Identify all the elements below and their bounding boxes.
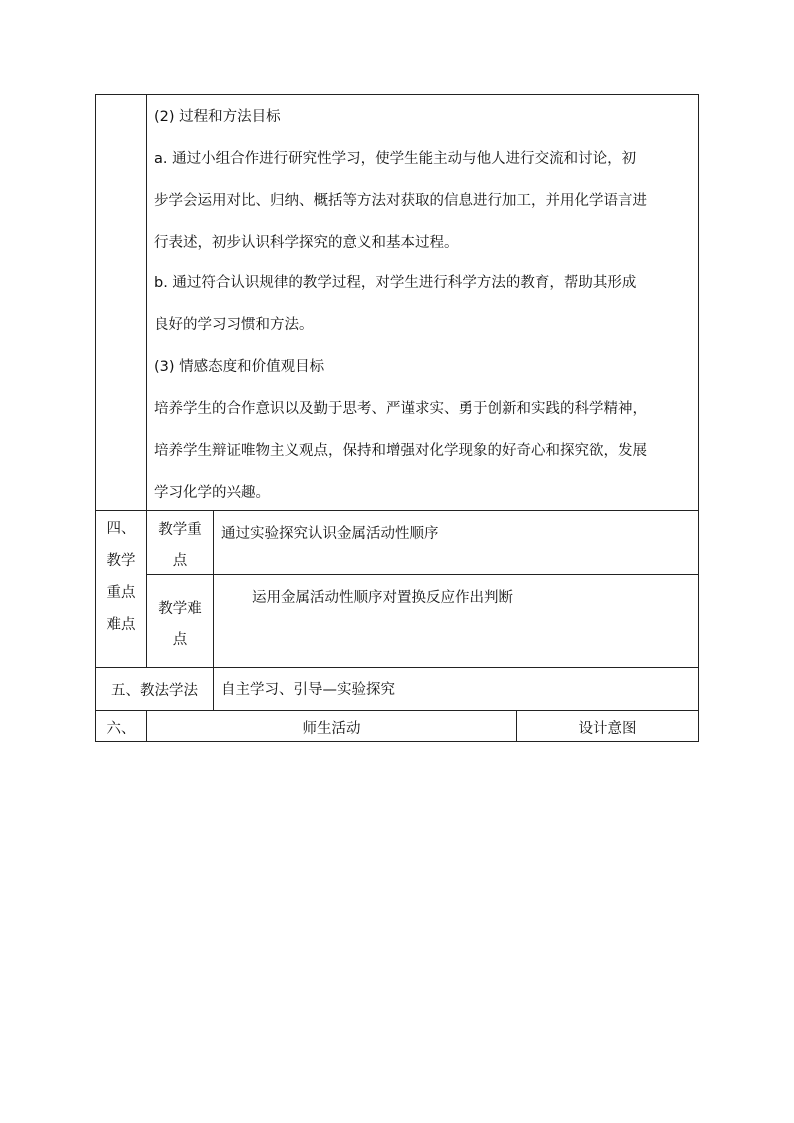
border-bottom [95, 741, 699, 742]
difficulty-text: 运用金属活动性顺序对置换反应作出判断 [252, 590, 513, 606]
section-4-label-line-2: 教学 [106, 553, 136, 569]
attitude-line-2: 培养学生辩证唯物主义观点，保持和增强对化学现象的好奇心和探究欲，发展 [154, 443, 647, 459]
section-4-label-line-4: 难点 [106, 617, 136, 633]
objective-a-line-2: 步学会运用对比、归纳、概括等方法对获取的信息进行加工，并用化学语言进 [154, 193, 647, 209]
objective-heading-3: (3) 情感态度和价值观目标 [154, 359, 325, 375]
border-col-2 [213, 510, 214, 711]
objective-a-line-3: 行表述，初步认识科学探究的意义和基本过程。 [154, 235, 459, 251]
section-5-text: 自主学习、引导—实验探究 [221, 682, 395, 698]
section-5-label: 五、教法学法 [111, 683, 198, 699]
attitude-line-1: 培养学生的合作意识以及勤于思考、严谨求实、勇于创新和实践的科学精神， [154, 401, 647, 417]
border-right [698, 94, 699, 742]
difficulty-label-line-1: 教学难 [158, 601, 202, 617]
column-header-intent: 设计意图 [578, 721, 637, 737]
key-point-label-line-2: 点 [172, 553, 188, 569]
attitude-line-3: 学习化学的兴趣。 [154, 485, 270, 501]
section-4-label-line-3: 重点 [106, 585, 136, 601]
difficulty-label-line-2: 点 [172, 632, 188, 648]
border-top [95, 94, 699, 95]
border-left [95, 94, 96, 742]
section-6-label: 六、 [106, 721, 136, 737]
objective-a-line-1: a. 通过小组合作进行研究性学习，使学生能主动与他人进行交流和讨论，初 [154, 151, 637, 167]
key-point-text: 通过实验探究认识金属活动性顺序 [221, 526, 439, 542]
border-row-2 [146, 574, 699, 575]
border-row-3 [95, 667, 699, 668]
key-point-label-line-1: 教学重 [158, 522, 202, 538]
border-col-1-upper [146, 94, 147, 668]
section-4-label-line-1: 四、 [106, 521, 136, 537]
objective-b-line-1: b. 通过符合认识规律的教学过程，对学生进行科学方法的教育，帮助其形成 [154, 275, 637, 291]
objective-heading-2: (2) 过程和方法目标 [154, 109, 281, 125]
objective-b-line-2: 良好的学习习惯和方法。 [154, 317, 314, 333]
column-header-activity: 师生活动 [302, 721, 361, 737]
